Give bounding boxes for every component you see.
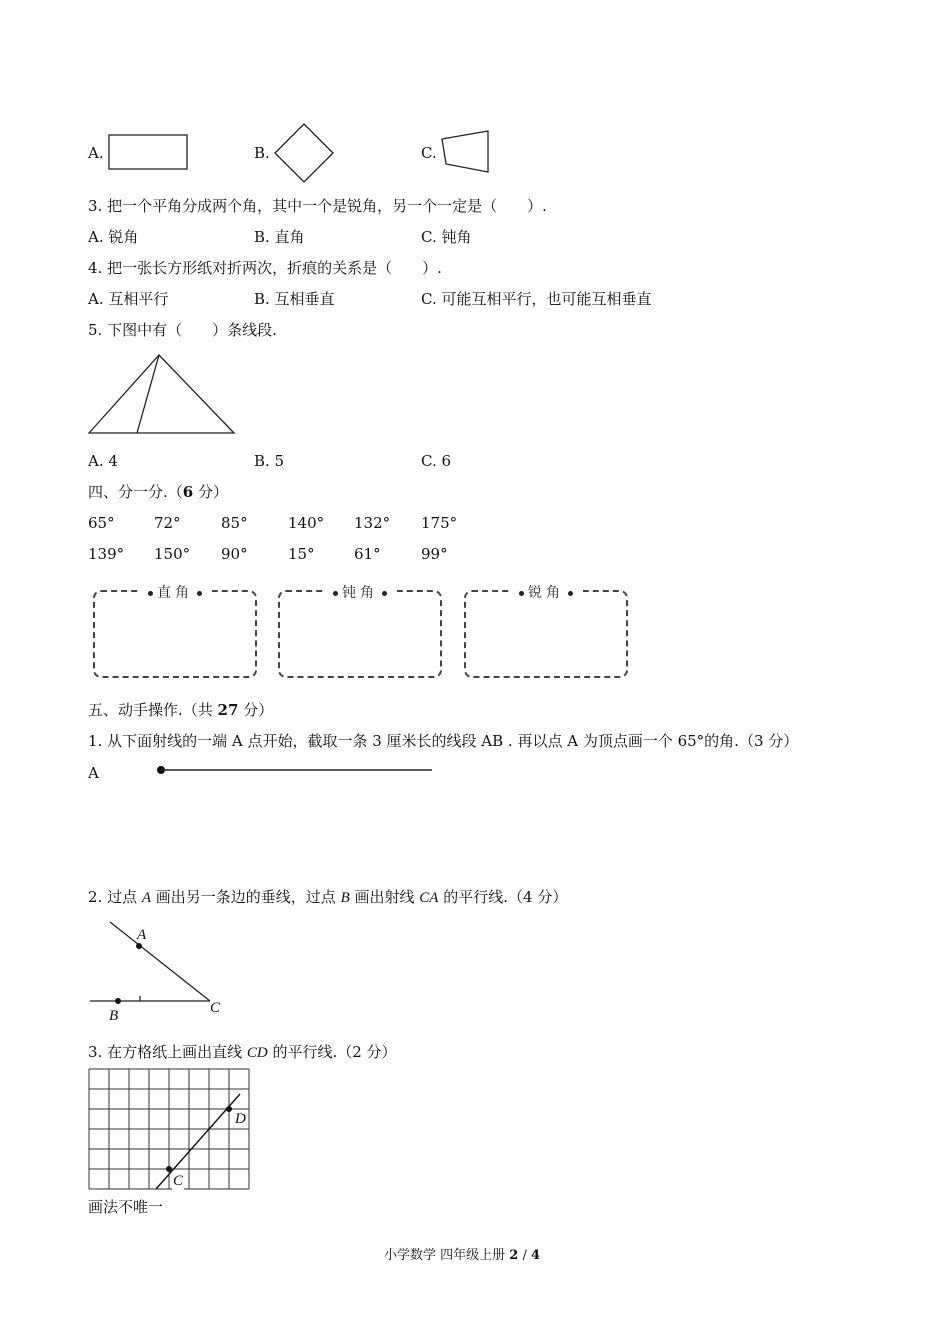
angle-value: 132°	[354, 514, 391, 532]
grid-figure[interactable]	[88, 1068, 252, 1192]
box-label-obtuse: 钝角	[342, 585, 378, 601]
obtuse-angle-box[interactable]	[278, 585, 442, 678]
diamond-figure	[273, 122, 335, 184]
angle-value: 99°	[421, 545, 448, 563]
section4-title: 四、分一分.（6 分）	[88, 483, 228, 501]
ray-point-label-a: A	[88, 764, 99, 782]
box-label-right: 直角	[157, 585, 193, 601]
label-c-grid: C	[173, 1173, 184, 1189]
angle-value: 72°	[154, 514, 181, 532]
angle-value: 85°	[221, 514, 248, 532]
label-a: A	[137, 927, 147, 943]
q3-question: 3. 把一个平角分成两个角，其中一个是锐角，另一个一定是（ ）.	[88, 197, 547, 215]
angle-value: 61°	[354, 545, 381, 563]
angle-value: 150°	[154, 545, 191, 563]
label-b: B	[109, 1008, 119, 1024]
q5-option-a: A. 4	[88, 452, 118, 470]
page-footer: 小学数学 四年级上册 2 / 4	[384, 1248, 541, 1263]
q3-option-c: C. 钝角	[421, 228, 472, 246]
rectangle-figure	[108, 134, 190, 172]
s5-q2-text: 2. 过点 A 画出另一条边的垂线，过点 B 画出射线 CA 的平行线.（4 分）	[88, 888, 568, 906]
s5-q3-note: 画法不唯一	[88, 1198, 164, 1216]
triangle-figure	[86, 352, 238, 436]
s5-q1-text: 1. 从下面射线的一端 A 点开始，截取一条 3 厘米长的线段 AB . 再以点 A 为顶点画一个 65°的角.（3 分）	[88, 732, 799, 750]
box-label-acute: 锐角	[528, 585, 564, 601]
trapezoid-figure	[440, 130, 492, 174]
s5-q3-text: 3. 在方格纸上画出直线 CD 的平行线.（2 分）	[88, 1043, 397, 1061]
q5-question: 5. 下图中有（ ）条线段.	[88, 321, 277, 339]
ray-figure[interactable]	[154, 762, 436, 778]
q2-option-c-label: C.	[421, 144, 437, 162]
angle-value: 90°	[221, 545, 248, 563]
label-d: D	[235, 1111, 246, 1127]
q5-option-b: B. 5	[254, 452, 285, 470]
label-c: C	[210, 1000, 221, 1016]
angle-value: 175°	[421, 514, 458, 532]
q4-option-a: A. 互相平行	[88, 290, 169, 308]
q5-option-c: C. 6	[421, 452, 452, 470]
section5-title: 五、动手操作.（共 27 分）	[88, 701, 274, 719]
angle-value: 15°	[288, 545, 315, 563]
q3-option-a: A. 锐角	[88, 228, 139, 246]
q2-option-a-label: A.	[88, 144, 104, 162]
q4-question: 4. 把一张长方形纸对折两次，折痕的关系是（ ）.	[88, 259, 442, 277]
angle-value: 140°	[288, 514, 325, 532]
angle-value: 139°	[88, 545, 125, 563]
q4-option-b: B. 互相垂直	[254, 290, 335, 308]
q2-option-b-label: B.	[254, 144, 270, 162]
q3-option-b: B. 直角	[254, 228, 305, 246]
q4-option-c: C. 可能互相平行，也可能互相垂直	[421, 290, 652, 308]
acute-angle-box[interactable]	[464, 585, 628, 678]
angle-value: 65°	[88, 514, 115, 532]
right-angle-box[interactable]	[93, 585, 257, 678]
